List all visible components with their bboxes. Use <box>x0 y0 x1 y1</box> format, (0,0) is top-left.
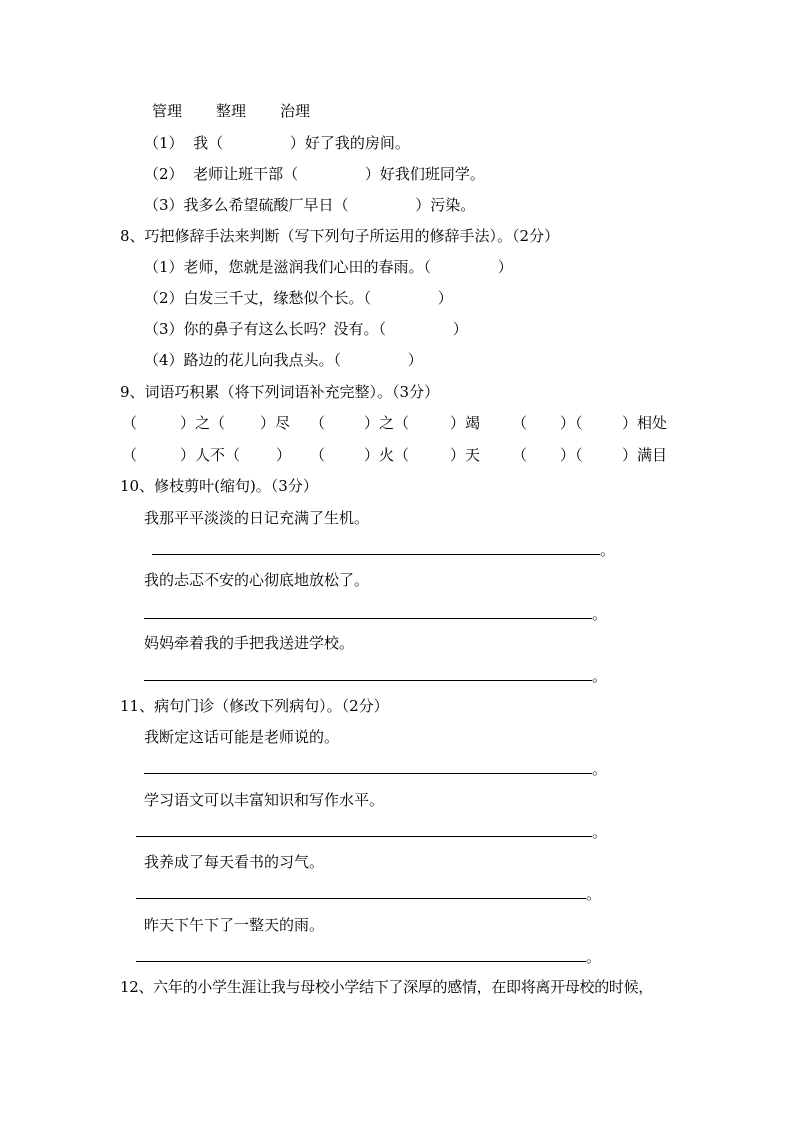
fill-item-1: （1） 我（ ）好了我的房间。 <box>144 134 410 152</box>
q8-item-3: （3）你的鼻子有这么长吗？没有。（ ） <box>144 320 468 338</box>
q9-r1-c4: （ <box>310 414 326 432</box>
period-mark: 。 <box>586 948 602 966</box>
q9-r2-c1: （ <box>122 446 138 464</box>
period-mark: 。 <box>592 823 608 841</box>
word-option-2: 整理 <box>216 102 247 120</box>
q9-r1-c5: ）之（ <box>364 414 410 432</box>
q9-r1-c7: （ <box>512 414 528 432</box>
q9-r2-c3: ） <box>276 446 292 464</box>
period-mark: 。 <box>600 541 616 559</box>
q8-item-4: （4）路边的花儿向我点头。（ ） <box>144 351 423 369</box>
question-11-title: 11、病句门诊（修改下列病句）。（2分） <box>120 697 389 715</box>
q9-r1-c3: ）尽 <box>260 414 291 432</box>
word-option-3: 治理 <box>280 102 311 120</box>
word-option-1: 管理 <box>152 102 183 120</box>
q10-sentence-3: 妈妈牵着我的手把我送进学校。 <box>144 634 355 652</box>
answer-line <box>136 898 586 899</box>
answer-line <box>144 773 592 774</box>
q9-r2-c2: ）人不（ <box>180 446 241 464</box>
period-mark: 。 <box>592 605 608 623</box>
q8-item-2: （2）白发三千丈，缘愁似个长。（ ） <box>144 289 453 307</box>
q9-r1-c8: ）（ <box>560 414 583 432</box>
question-9-title: 9、词语巧积累（将下列词语补充完整）。（3分） <box>120 383 440 401</box>
period-mark: 。 <box>592 760 608 778</box>
question-8-title: 8、巧把修辞手法来判断（写下列句子所运用的修辞手法）。（2分） <box>120 227 560 245</box>
answer-line <box>152 554 600 555</box>
q11-sentence-3: 我养成了每天看书的习气。 <box>144 853 325 871</box>
q9-r2-c7: （ <box>512 446 528 464</box>
q9-r2-c6: ）天 <box>450 446 481 464</box>
q10-sentence-1: 我那平平淡淡的日记充满了生机。 <box>144 509 370 527</box>
question-10-title: 10、修枝剪叶(缩句)。（3分） <box>120 477 318 495</box>
period-mark: 。 <box>592 667 608 685</box>
fill-item-3: （3）我多么希望硫酸厂早日（ ）污染。 <box>144 196 476 214</box>
q9-r1-c6: ）竭 <box>450 414 481 432</box>
q9-r1-c9: ）相处 <box>622 414 668 432</box>
q9-r2-c5: ）火（ <box>364 446 410 464</box>
q8-item-1: （1）老师，您就是滋润我们心田的春雨。（ ） <box>144 258 513 276</box>
q10-sentence-2: 我的忐忑不安的心彻底地放松了。 <box>144 571 370 589</box>
q11-sentence-1: 我断定这话可能是老师说的。 <box>144 728 340 746</box>
question-12-text: 12、六年的小学生涯让我与母校小学结下了深厚的感情，在即将离开母校的时候， <box>120 978 653 996</box>
answer-line <box>144 680 592 681</box>
period-mark: 。 <box>586 885 602 903</box>
q11-sentence-4: 昨天下午下了一整天的雨。 <box>144 916 325 934</box>
q9-r2-c4: （ <box>310 446 326 464</box>
answer-line <box>144 618 592 619</box>
fill-item-2: （2） 老师让班干部（ ）好我们班同学。 <box>144 165 485 183</box>
q9-r2-c9: ）满目 <box>622 446 668 464</box>
q9-r2-c8: ）（ <box>560 446 583 464</box>
answer-line <box>136 836 592 837</box>
q9-r1-c2: ）之（ <box>180 414 226 432</box>
q9-r1-c1: （ <box>122 414 138 432</box>
answer-line <box>136 961 586 962</box>
q11-sentence-2: 学习语文可以丰富知识和写作水平。 <box>144 791 385 809</box>
